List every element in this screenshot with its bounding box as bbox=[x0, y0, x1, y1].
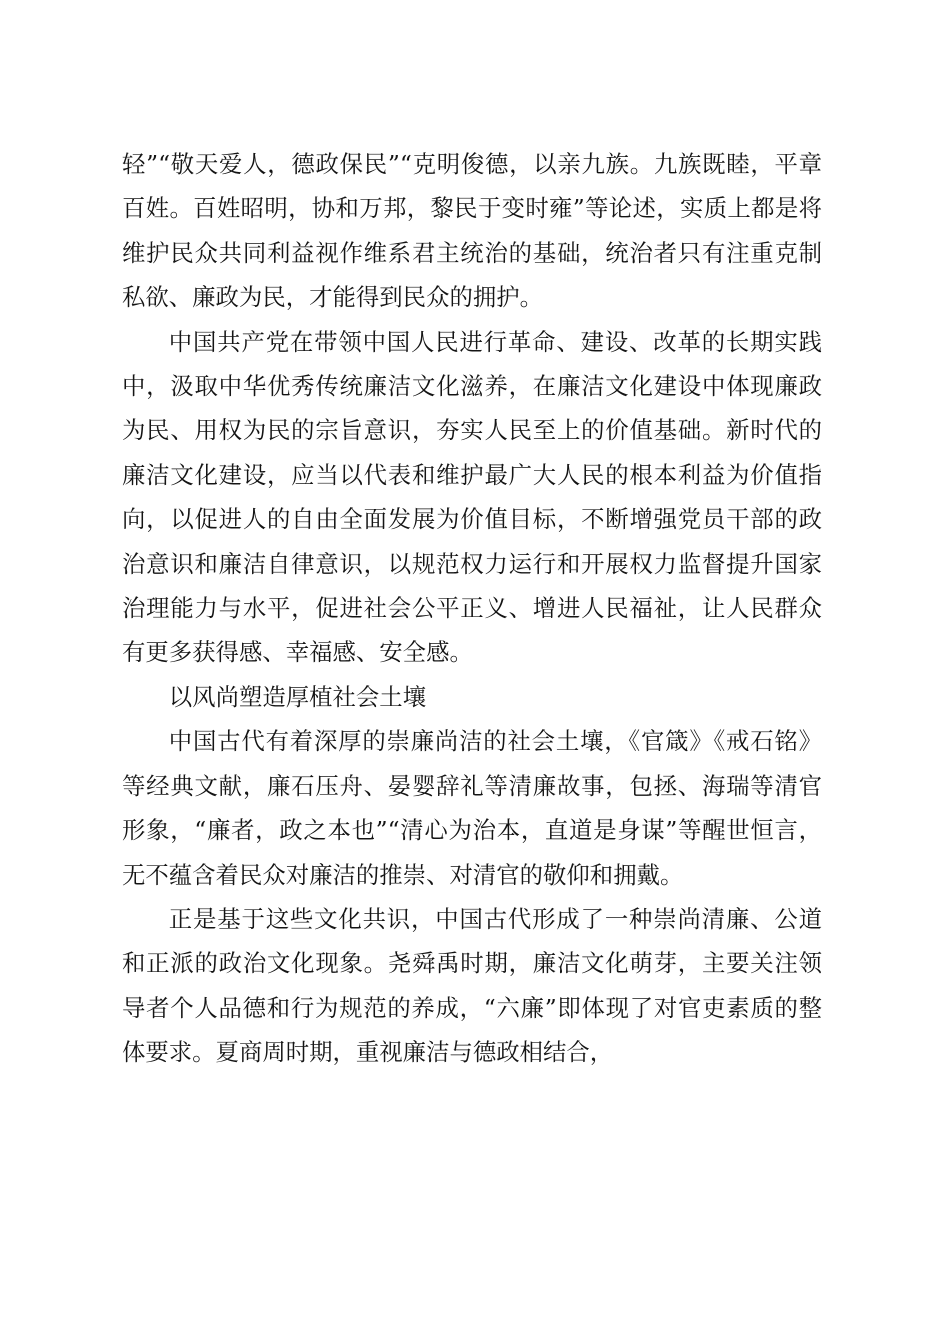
paragraph-continued: 轻”“敬天爱人，德政保民”“克明俊德，以亲九族。九族既睦，平章百姓。百姓昭明，协和万邦，黎民于变时雍”等论述，实质上都是将维护民众共同利益视作维系君主统治的基础，统治者只有注重克制私欲、廉政为民，才能得到民众的拥护。 bbox=[122, 150, 822, 312]
paragraph: 正是基于这些文化共识，中国古代形成了一种崇尚清廉、公道和正派的政治文化现象。尧舜禹时期，廉洁文化萌芽，主要关注领导者个人品德和行为规范的养成，“六廉”即体现了对官吏素质的整体要求。夏商周时期，重视廉洁与德政相结合， bbox=[122, 904, 822, 1067]
paragraph: 中国共产党在带领中国人民进行革命、建设、改革的长期实践中，汲取中华优秀传统廉洁文化滋养，在廉洁文化建设中体现廉政为民、用权为民的宗旨意识，夯实人民至上的价值基础。新时代的廉洁文化建设，应当以代表和维护最广大人民的根本利益为价值指向，以促进人的自由全面发展为价值目标，不断增强党员干部的政治意识和廉洁自律意识，以规范权力运行和开展权力监督提升国家治理能力与水平，促进社会公平正义、增进人民福祉，让人民群众有更多获得感、幸福感、安全感。 bbox=[122, 327, 822, 667]
section-heading: 以风尚塑造厚植社会土壤 bbox=[168, 682, 427, 711]
document-body bbox=[122, 142, 822, 1075]
paragraph: 中国古代有着深厚的崇廉尚洁的社会土壤，《官箴》《戒石铭》等经典文献，廉石压舟、晏婴辞礼等清廉故事，包拯、海瑞等清官形象，“廉者，政之本也”“清心为治本，直道是身谋”等醒世恒言，无不蕴含着民众对廉洁的推崇、对清官的敬仰和拥戴。 bbox=[122, 727, 822, 889]
